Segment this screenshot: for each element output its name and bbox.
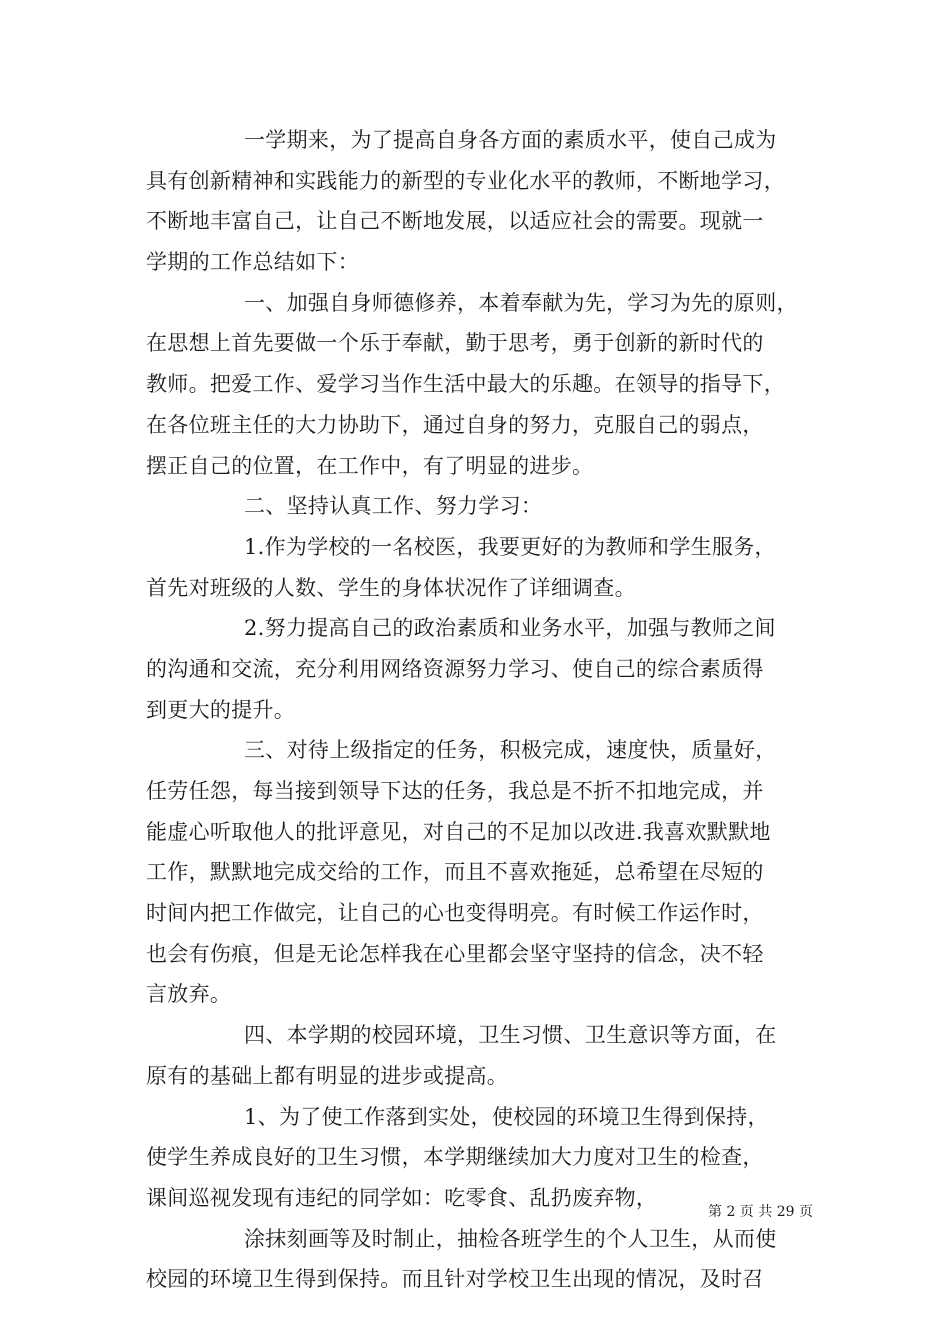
paragraph-line: 在各位班主任的大力协助下，通过自身的努力，克服自己的弱点， (146, 412, 764, 437)
paragraph-line: 四、本学期的校园环境，卫生习惯、卫生意识等方面，在 (244, 1023, 777, 1048)
document-body (146, 120, 810, 1300)
paragraph-line: 时间内把工作做完，让自己的心也变得明亮。有时候工作运作时， (146, 901, 764, 926)
paragraph-line: 也会有伤痕，但是无论怎样我在心里都会坚守坚持的信念，决不轻 (146, 941, 764, 966)
paragraph-line: 任劳任怨，每当接到领导下达的任务，我总是不折不扣地完成，并 (146, 779, 764, 803)
paragraph-line: 一、加强自身师德修养，本着奉献为先，学习为先的原则， (244, 290, 798, 315)
paragraph-line: 三、对待上级指定的任务，积极完成，速度快，质量好， (244, 738, 777, 763)
paragraph-line: 课间巡视发现有违纪的同学如：吃零食、乱扔废弃物， (146, 1185, 658, 1210)
paragraph-line: 教师。把爱工作、爱学习当作生活中最大的乐趣。在领导的指导下， (146, 372, 785, 397)
paragraph-line: 首先对班级的人数、学生的身体状况作了详细调查。 (146, 575, 636, 600)
paragraph-line: 言放弃。 (146, 982, 232, 1007)
paragraph-line: 2.努力提高自己的政治素质和业务水平，加强与教师之间 (244, 616, 776, 641)
paragraph-line: 具有创新精神和实践能力的新型的专业化水平的教师，不断地学习， (146, 168, 785, 193)
section-heading: 二、坚持认真工作、努力学习： (244, 494, 543, 519)
paragraph-line: 一学期来，为了提高自身各方面的素质水平，使自己成为 (244, 128, 777, 152)
paragraph-line: 1.作为学校的一名校医，我要更好的为教师和学生服务， (244, 534, 776, 559)
paragraph-line: 学期的工作总结如下： (146, 250, 359, 275)
paragraph-line: 原有的基础上都有明显的进步或提高。 (146, 1063, 509, 1088)
paragraph-line: 在思想上首先要做一个乐于奉献，勤于思考，勇于创新的新时代的 (146, 331, 764, 356)
paragraph-line: 涂抹刻画等及时制止，抽检各班学生的个人卫生，从而使 (244, 1226, 777, 1251)
paragraph-line: 1、为了使工作落到实处，使校园的环境卫生得到保持， (244, 1104, 769, 1129)
paragraph-line: 摆正自己的位置，在工作中，有了明显的进步。 (146, 453, 594, 478)
paragraph-line: 校园的环境卫生得到保持。而且针对学校卫生出现的情况，及时召 (146, 1267, 764, 1292)
paragraph-line: 使学生养成良好的卫生习惯，本学期继续加大力度对卫生的检查， (146, 1145, 764, 1170)
paragraph-line: 工作，默默地完成交给的工作，而且不喜欢拖延，总希望在尽短的 (146, 860, 764, 885)
paragraph-line: 不断地丰富自己，让自己不断地发展，以适应社会的需要。现就一 (146, 209, 764, 234)
paragraph-line: 能虚心听取他人的批评意见，对自己的不足加以改进.我喜欢默默地 (146, 819, 771, 844)
paragraph-line: 到更大的提升。 (146, 697, 296, 722)
paragraph-line: 的沟通和交流，充分利用网络资源努力学习、使自己的综合素质得 (146, 656, 764, 681)
page-number: 第 2 页 共 29 页 (708, 1204, 813, 1220)
